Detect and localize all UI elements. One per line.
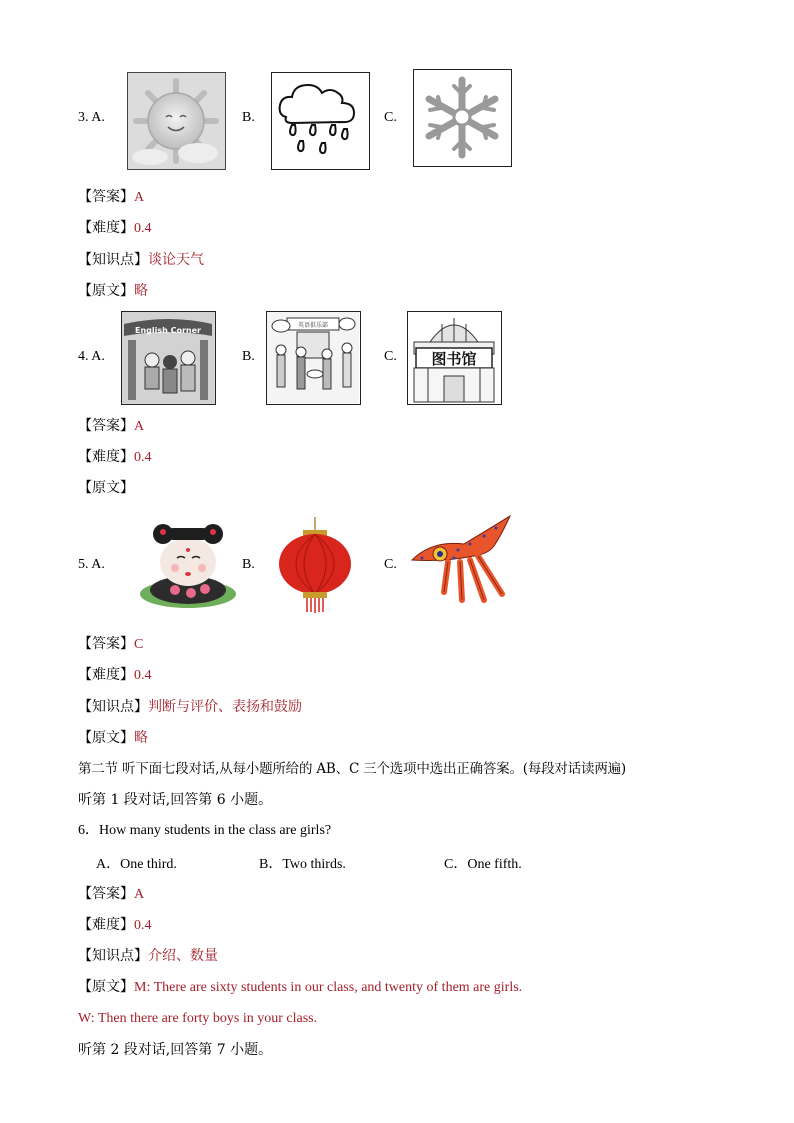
snowflake-icon	[413, 69, 512, 167]
q6-option-a: A．One third.	[96, 857, 177, 872]
q3-difficulty-line	[78, 218, 152, 239]
english-club-illustration	[266, 311, 361, 405]
red-lantern-image	[275, 517, 355, 614]
q5-option-c-label: C.	[384, 557, 397, 572]
clay-doll-image	[135, 520, 241, 610]
q3-original-value: 略	[134, 283, 148, 299]
q5-knowledge-value: 判断与评价、表扬和鼓励	[148, 699, 302, 715]
q4-option-b-label: B.	[242, 349, 255, 364]
q3-knowledge-value: 谈论天气	[148, 252, 204, 268]
q6-original-w: W: Then there are forty boys in your class.	[78, 1011, 318, 1026]
q3-number: 3. A.	[78, 110, 105, 125]
q3-option-c-label: C.	[384, 110, 397, 125]
q4-option-c-label: C.	[384, 349, 397, 364]
q3-option-b-label: B.	[242, 110, 255, 125]
q6-original-line	[78, 977, 522, 998]
knowledge-tag: 【知识点】	[78, 948, 148, 964]
section2-heading: 第二节 听下面七段对话,从每小题所给的 AB、C 三个选项中选出正确答案。(每段对话读两遍)	[78, 761, 626, 777]
q6-option-c: C．One fifth.	[444, 857, 522, 872]
q5-original-value: 略	[134, 730, 148, 746]
rain-cloud-icon	[271, 72, 370, 170]
q5-answer-value: C	[134, 637, 144, 652]
english-corner-illustration	[121, 311, 216, 405]
english-club-sign: 英语俱乐部	[297, 322, 329, 329]
fish-kite-image	[408, 514, 516, 618]
english-corner-sign: English Corner	[135, 326, 201, 335]
q5-difficulty-value: 0.4	[134, 668, 152, 683]
q5-original-line	[78, 728, 148, 748]
original-tag: 【原文】	[78, 979, 134, 995]
knowledge-tag: 【知识点】	[78, 252, 148, 268]
dialogue1-intro: 听第 1 段对话,回答第 6 小题。	[78, 792, 273, 808]
q5-difficulty-line	[78, 665, 152, 686]
q6-question: 6．How many students in the class are girls?	[78, 823, 332, 838]
original-tag: 【原文】	[78, 283, 134, 299]
q3-answer-value: A	[134, 190, 145, 205]
q5-number: 5. A.	[78, 557, 105, 572]
answer-tag: 【答案】	[78, 636, 134, 652]
q3-answer-line	[78, 187, 144, 208]
answer-tag: 【答案】	[78, 886, 134, 902]
q4-number: 4. A.	[78, 349, 105, 364]
q5-option-b-label: B.	[242, 557, 255, 572]
q4-difficulty-line	[78, 447, 152, 468]
q6-original-m: M: There are sixty students in our class, and twenty of them are girls.	[134, 980, 523, 995]
difficulty-tag: 【难度】	[78, 449, 134, 465]
q6-answer-value: A	[134, 887, 145, 902]
difficulty-tag: 【难度】	[78, 667, 134, 683]
library-building-illustration	[407, 311, 502, 405]
sun-icon	[127, 72, 226, 170]
q3-original-line	[78, 281, 148, 301]
q5-knowledge-line	[78, 697, 302, 717]
difficulty-tag: 【难度】	[78, 917, 134, 933]
q6-knowledge-line	[78, 946, 218, 966]
knowledge-tag: 【知识点】	[78, 699, 148, 715]
q4-answer-line	[78, 416, 144, 437]
q5-answer-line	[78, 634, 143, 655]
dialogue2-intro: 听第 2 段对话,回答第 7 小题。	[78, 1042, 273, 1058]
q3-difficulty-value: 0.4	[134, 221, 152, 236]
q3-knowledge-line	[78, 250, 204, 270]
answer-tag: 【答案】	[78, 418, 134, 434]
q4-original-line	[78, 478, 134, 498]
q6-option-b: B．Two thirds.	[259, 857, 346, 872]
original-tag: 【原文】	[78, 730, 134, 746]
difficulty-tag: 【难度】	[78, 220, 134, 236]
q6-answer-line	[78, 884, 144, 905]
answer-tag: 【答案】	[78, 189, 134, 205]
library-sign: 图书馆	[431, 350, 477, 368]
q4-difficulty-value: 0.4	[134, 450, 152, 465]
q6-difficulty-value: 0.4	[134, 918, 152, 933]
q4-answer-value: A	[134, 419, 145, 434]
q6-knowledge-value: 介绍、数量	[148, 948, 218, 964]
original-tag: 【原文】	[78, 480, 134, 496]
q6-difficulty-line	[78, 915, 152, 936]
